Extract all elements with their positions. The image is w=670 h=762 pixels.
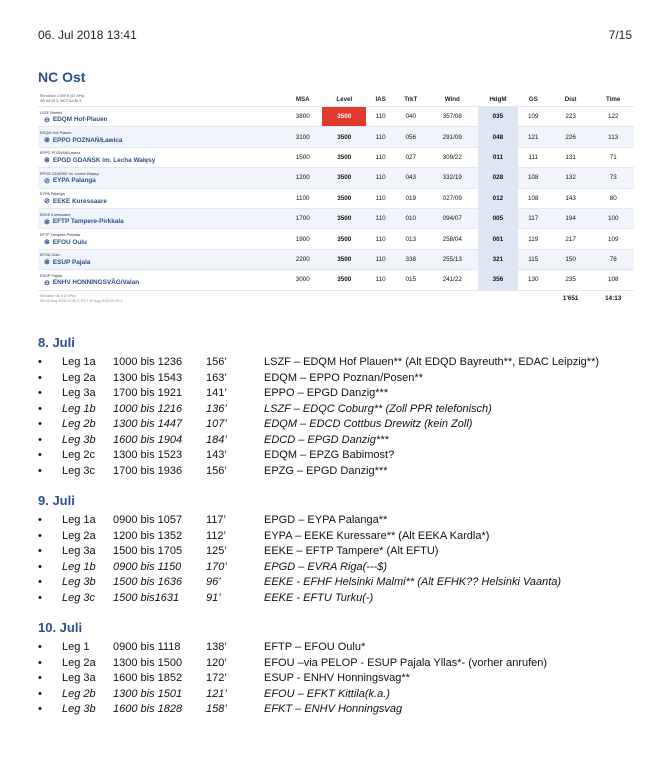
ias-cell: 110 (366, 249, 395, 269)
leg-duration: 107’ (206, 418, 227, 430)
aerodrome-icon: ⊗ (44, 157, 50, 165)
wind-cell: 241/22 (426, 270, 478, 290)
col-time: Time (606, 95, 621, 103)
leg-from: ESUP Pajala (40, 273, 62, 278)
leg-label: Leg 3c (62, 591, 96, 604)
level-cell: 3500 (322, 127, 366, 147)
arrival-meta-2: SS 03 Aug 2018 21:40 Z, ECT 10 Aug 2018 21:30 Z (40, 298, 123, 303)
leg-to (40, 218, 283, 226)
leg-list (38, 355, 658, 479)
time-cell: 108 (592, 270, 634, 290)
leg-from: EFOU Oulu (40, 253, 60, 258)
col-msa: MSA (295, 95, 310, 103)
level-cell: 3500 (322, 188, 366, 208)
trk-cell: 043 (395, 168, 426, 188)
leg-label: Leg 1b (62, 560, 96, 573)
leg-label: Leg 2a (62, 529, 96, 542)
hdg-cell: 012 (478, 188, 517, 208)
leg-to-label: EFTP Tampere-Pirkkala (52, 218, 124, 226)
leg-to (40, 197, 283, 205)
level-cell: 3500 (322, 208, 366, 228)
list-item (38, 702, 658, 718)
msa-cell: 3800 (283, 107, 322, 127)
leg-time: 1600 bis 1904 (113, 433, 183, 446)
gs-cell: 117 (518, 208, 549, 228)
bullet-icon: • (38, 418, 42, 430)
trk-cell: 040 (395, 107, 426, 127)
dist-cell: 235 (549, 270, 593, 290)
wind-cell: 258/04 (426, 229, 478, 249)
hdg-cell: 011 (478, 147, 517, 167)
leg-label: Leg 2b (62, 687, 96, 700)
trk-cell: 056 (395, 127, 426, 147)
ias-cell: 110 (366, 229, 395, 249)
wind-cell: 255/13 (426, 249, 478, 269)
list-item (38, 656, 658, 672)
leg-list (38, 513, 658, 606)
wind-cell: 291/09 (426, 127, 478, 147)
leg-label: Leg 3a (62, 545, 96, 557)
list-item (38, 448, 658, 464)
list-item (38, 355, 658, 371)
msa-cell: 2200 (283, 249, 322, 269)
bullet-icon: • (38, 402, 42, 415)
table-row (38, 249, 634, 269)
leg-route: EFOU –via PELOP - ESUP Pajala Yllas*- (vorher anrufen) (264, 656, 548, 669)
bullet-icon: • (38, 591, 42, 604)
aerodrome-icon: ⊘ (44, 177, 50, 185)
leg-time: 1500 bis1631 (113, 591, 180, 604)
col-wind: Wind (444, 95, 460, 103)
leg-label: Leg 1b (62, 402, 96, 415)
trk-cell: 010 (395, 208, 426, 228)
leg-route: LSZF – EDQC Coburg** (Zoll PPR telefonisch) (264, 402, 492, 415)
leg-to (40, 279, 283, 287)
table-row (38, 270, 634, 290)
bullet-icon: • (38, 641, 42, 653)
summary-row (38, 290, 634, 307)
leg-time: 1200 bis 1352 (113, 529, 183, 542)
leg-duration: 141’ (206, 387, 227, 399)
aerodrome-icon: ⊖ (44, 116, 50, 124)
list-item (38, 417, 658, 433)
leg-label: Leg 3c (62, 464, 96, 477)
leg-route: EYPA – EEKE Kuressare** (Alt EEKA Kardla*) (264, 529, 490, 542)
col-dist: Dist (564, 95, 577, 103)
leg-from: EPPO POZNAŃ/Ławica (40, 151, 81, 156)
time-cell: 100 (592, 208, 634, 228)
col-gs: GS (528, 95, 538, 103)
ias-cell: 110 (366, 188, 395, 208)
gs-cell: 115 (518, 249, 549, 269)
msa-cell: 1700 (283, 208, 322, 228)
msa-cell: 1500 (283, 147, 322, 167)
trk-cell: 013 (395, 229, 426, 249)
leg-from: EDQM Hof-Plauen (40, 131, 72, 136)
leg-route: EPZG – EPGD Danzig*** (264, 464, 388, 477)
list-item (38, 560, 658, 576)
leg-to (40, 258, 283, 266)
col-level: Level (336, 95, 353, 103)
leg-route: EDCD – EPGD Danzig*** (264, 433, 389, 446)
leg-time: 1300 bis 1543 (113, 371, 183, 384)
list-item (38, 544, 658, 560)
hdg-cell: 005 (478, 208, 517, 228)
leg-route: EFTP – EFOU Oulu* (264, 641, 366, 653)
list-item (38, 591, 658, 607)
hdg-cell: 321 (478, 249, 517, 269)
arrival-meta-cell (38, 290, 283, 307)
time-cell: 113 (592, 127, 634, 147)
col-hdg: HdgM (489, 95, 507, 103)
dist-cell: 226 (549, 127, 593, 147)
hdg-cell: 048 (478, 127, 517, 147)
level-cell: 3500 (322, 249, 366, 269)
leg-label: Leg 2b (62, 418, 96, 430)
leg-label: Leg 3a (62, 672, 96, 684)
day-heading: 9. Juli (38, 493, 75, 508)
aerodrome-icon: ⊘ (44, 198, 50, 206)
bullet-icon: • (38, 576, 42, 588)
msa-cell: 1200 (283, 168, 322, 188)
leg-time: 1700 bis 1921 (113, 387, 183, 399)
ias-cell: 110 (366, 127, 395, 147)
gs-cell: 108 (518, 168, 549, 188)
total-dist: 1'651 (549, 290, 593, 307)
leg-duration: 117’ (206, 514, 226, 526)
leg-duration: 143’ (206, 449, 227, 461)
leg-to (40, 136, 283, 144)
level-cell: 3500 (322, 147, 366, 167)
gs-cell: 111 (518, 147, 549, 167)
flightplan-table (38, 92, 634, 307)
leg-duration: 112’ (206, 529, 226, 542)
hdg-cell: 356 (478, 270, 517, 290)
table-row (38, 229, 634, 249)
leg-time: 1300 bis 1447 (113, 418, 183, 430)
table-row (38, 127, 634, 147)
col-trk: TrkT (404, 95, 418, 103)
msa-cell: 1100 (283, 188, 322, 208)
leg-duration: 120’ (206, 656, 227, 669)
leg-time: 1600 bis 1828 (113, 703, 183, 715)
level-cell: 3500 (322, 270, 366, 290)
departure-meta-2: SR 03:15 Z, MCT 02:50 Z (40, 99, 82, 103)
bullet-icon: • (38, 449, 42, 461)
leg-to-label: EEKE Kuressaare (52, 197, 107, 205)
leg-time: 1500 bis 1636 (113, 576, 183, 588)
list-item (38, 464, 658, 480)
leg-duration: 156’ (206, 356, 227, 368)
leg-duration: 156’ (206, 464, 227, 477)
trk-cell: 015 (395, 270, 426, 290)
bullet-icon: • (38, 433, 42, 446)
route-cell (38, 270, 283, 290)
list-item (38, 529, 658, 545)
dist-cell: 131 (549, 147, 593, 167)
list-item (38, 402, 658, 418)
leg-route: EDQM – EPPO Poznan/Posen** (264, 371, 423, 384)
leg-label: Leg 3b (62, 433, 96, 446)
arrival-meta-1: Elevation 46 ft (2 hPa) (40, 293, 76, 298)
time-cell: 80 (592, 188, 634, 208)
level-cell: 3500 (322, 168, 366, 188)
day-heading: 8. Juli (38, 335, 75, 350)
section-title: NC Ost (38, 69, 86, 85)
leg-duration: 158’ (206, 703, 227, 715)
time-cell: 122 (592, 107, 634, 127)
leg-to-label: EPGD GDAŃSK im. Lecha Wałęsy (52, 156, 156, 164)
leg-label: Leg 2a (62, 371, 96, 384)
leg-route: EDQM – EDCD Cottbus Drewitz (kein Zoll) (264, 418, 473, 430)
dist-cell: 150 (549, 249, 593, 269)
leg-route: LSZF – EDQM Hof Plauen** (Alt EDQD Bayreuth**, EDAC Leipzig**) (264, 356, 600, 368)
bullet-icon: • (38, 387, 42, 399)
leg-duration: 172’ (206, 672, 227, 684)
leg-duration: 138’ (206, 641, 227, 653)
table-row (38, 188, 634, 208)
leg-label: Leg 3a (62, 387, 96, 399)
dist-cell: 132 (549, 168, 593, 188)
leg-duration: 96’ (206, 576, 221, 588)
leg-from: EEKE Kuressaare (40, 212, 71, 217)
ias-cell: 110 (366, 208, 395, 228)
day-heading: 10. Juli (38, 620, 83, 635)
leg-duration: 170’ (206, 560, 227, 573)
list-item (38, 371, 658, 387)
bullet-icon: • (38, 545, 42, 557)
leg-time: 0900 bis 1150 (113, 560, 182, 573)
leg-time: 0900 bis 1057 (113, 514, 183, 526)
wind-cell: 309/22 (426, 147, 478, 167)
bullet-icon: • (38, 356, 42, 368)
time-cell: 78 (592, 249, 634, 269)
leg-time: 1300 bis 1501 (113, 687, 183, 700)
trk-cell: 019 (395, 188, 426, 208)
time-cell: 71 (592, 147, 634, 167)
dist-cell: 223 (549, 107, 593, 127)
bullet-icon: • (38, 672, 42, 684)
leg-list (38, 640, 658, 718)
table-row (38, 168, 634, 188)
leg-time: 1300 bis 1500 (113, 656, 183, 669)
aerodrome-icon: ⊗ (44, 259, 50, 267)
ias-cell: 110 (366, 270, 395, 290)
leg-label: Leg 1 (62, 641, 90, 653)
leg-route: EFKT – ENHV Honningsvag (264, 703, 403, 715)
hdg-cell: 028 (478, 168, 517, 188)
list-item (38, 433, 658, 449)
bullet-icon: • (38, 687, 42, 700)
leg-label: Leg 1a (62, 356, 96, 368)
leg-label: Leg 3b (62, 703, 96, 715)
leg-to-label: ENHV HONNINGSVÅG/Valan (52, 279, 140, 287)
leg-label: Leg 3b (62, 576, 96, 588)
wind-cell: 332/19 (426, 168, 478, 188)
leg-time: 1000 bis 1236 (113, 356, 183, 368)
leg-route: EEKE - EFTU Turku(-) (264, 591, 374, 604)
table-header-row (38, 92, 634, 107)
leg-to (40, 238, 283, 246)
leg-to-label: ESUP Pajala (52, 258, 91, 266)
leg-to-label: EPPO POZNAŃ/Ławica (52, 136, 123, 144)
col-ias: IAS (375, 95, 386, 103)
gs-cell: 109 (518, 107, 549, 127)
list-item (38, 386, 658, 402)
ias-cell: 110 (366, 168, 395, 188)
dist-cell: 194 (549, 208, 593, 228)
leg-to-label: EFOU Oulu (52, 238, 87, 246)
leg-route: EEKE – EFTP Tampere* (Alt EFTU) (264, 545, 439, 557)
list-item (38, 640, 658, 656)
leg-from: EFTP Tampere-Pirkkala (40, 233, 81, 238)
leg-from: EYPA Palanga (40, 192, 65, 197)
msa-cell: 3000 (283, 270, 322, 290)
time-cell: 109 (592, 229, 634, 249)
leg-route: ESUP - ENHV Honningsvag** (264, 672, 410, 684)
leg-route: EDQM – EPZG Babimost? (264, 449, 395, 461)
route-cell (38, 107, 283, 127)
bullet-icon: • (38, 560, 42, 573)
msa-cell: 3100 (283, 127, 322, 147)
leg-time: 1600 bis 1852 (113, 672, 183, 684)
bullet-icon: • (38, 656, 42, 669)
leg-duration: 91’ (206, 591, 221, 604)
leg-route: EPGD – EVRA Riga(---$) (264, 560, 388, 573)
list-item (38, 671, 658, 687)
hdg-cell: 001 (478, 229, 517, 249)
leg-from: EPGD GDAŃSK im. Lecha Wałęsy (40, 171, 99, 176)
bullet-icon: • (38, 703, 42, 715)
leg-to (40, 116, 283, 124)
hdg-cell: 035 (478, 107, 517, 127)
trk-cell: 338 (395, 249, 426, 269)
leg-to-label: EYPA Palanga (52, 177, 96, 185)
leg-route: EFOU – EFKT Kittila(k.a.) (264, 687, 390, 700)
bullet-icon: • (38, 464, 42, 477)
leg-from: LSZF Birrfeld (40, 110, 63, 115)
time-cell: 73 (592, 168, 634, 188)
table-row (38, 208, 634, 228)
ias-cell: 110 (366, 147, 395, 167)
dist-cell: 143 (549, 188, 593, 208)
leg-label: Leg 2a (62, 656, 96, 669)
dist-cell: 217 (549, 229, 593, 249)
leg-route: EEKE - EFHF Helsinki Malmi** (Alt EFHK?? Helsinki Vaanta) (264, 576, 562, 588)
list-item (38, 575, 658, 591)
bullet-icon: • (38, 514, 42, 526)
leg-duration: 136’ (206, 402, 227, 415)
leg-time: 1700 bis 1936 (113, 464, 183, 477)
list-item (38, 687, 658, 703)
leg-duration: 184’ (206, 433, 227, 446)
trk-cell: 027 (395, 147, 426, 167)
ias-cell: 110 (366, 107, 395, 127)
table-meta-cell (38, 92, 283, 107)
leg-duration: 121’ (206, 687, 227, 700)
msa-cell: 1900 (283, 229, 322, 249)
aerodrome-icon: ⊖ (44, 279, 50, 287)
leg-route: EPGD – EYPA Palanga** (264, 514, 388, 526)
route-cell (38, 249, 283, 269)
leg-duration: 125’ (206, 545, 227, 557)
page-datetime: 06. Jul 2018 13:41 (38, 28, 137, 42)
bullet-icon: • (38, 371, 42, 384)
gs-cell: 121 (518, 127, 549, 147)
leg-to (40, 177, 283, 185)
leg-to-label: EDQM Hof-Plauen (52, 116, 108, 124)
level-cell: 3500 (322, 107, 366, 127)
page-number: 7/15 (608, 28, 632, 42)
leg-time: 1300 bis 1523 (113, 449, 183, 461)
departure-meta-1: Elevation 1'300 ft (47 hPa) (40, 94, 85, 98)
total-time: 14:13 (592, 290, 634, 307)
bullet-icon: • (38, 529, 42, 542)
leg-to (40, 156, 283, 164)
leg-route: EPPO – EPGD Danzig*** (264, 387, 389, 399)
leg-label: Leg 1a (62, 514, 96, 526)
level-cell: 3500 (322, 229, 366, 249)
gs-cell: 119 (518, 229, 549, 249)
gs-cell: 130 (518, 270, 549, 290)
aerodrome-icon: ⊗ (44, 137, 50, 145)
list-item (38, 513, 658, 529)
route-cell (38, 147, 283, 167)
table-row (38, 107, 634, 127)
route-cell (38, 188, 283, 208)
route-cell (38, 229, 283, 249)
gs-cell: 108 (518, 188, 549, 208)
leg-time: 1500 bis 1705 (113, 545, 183, 557)
leg-label: Leg 2c (62, 449, 96, 461)
wind-cell: 094/07 (426, 208, 478, 228)
aerodrome-icon: ⊗ (44, 218, 50, 226)
route-cell (38, 127, 283, 147)
wind-cell: 357/08 (426, 107, 478, 127)
route-cell (38, 208, 283, 228)
leg-time: 0900 bis 1118 (113, 641, 181, 653)
leg-time: 1000 bis 1216 (113, 402, 183, 415)
wind-cell: 027/09 (426, 188, 478, 208)
leg-duration: 163’ (206, 371, 227, 384)
route-cell (38, 168, 283, 188)
table-row (38, 147, 634, 167)
aerodrome-icon: ⊗ (44, 239, 50, 247)
